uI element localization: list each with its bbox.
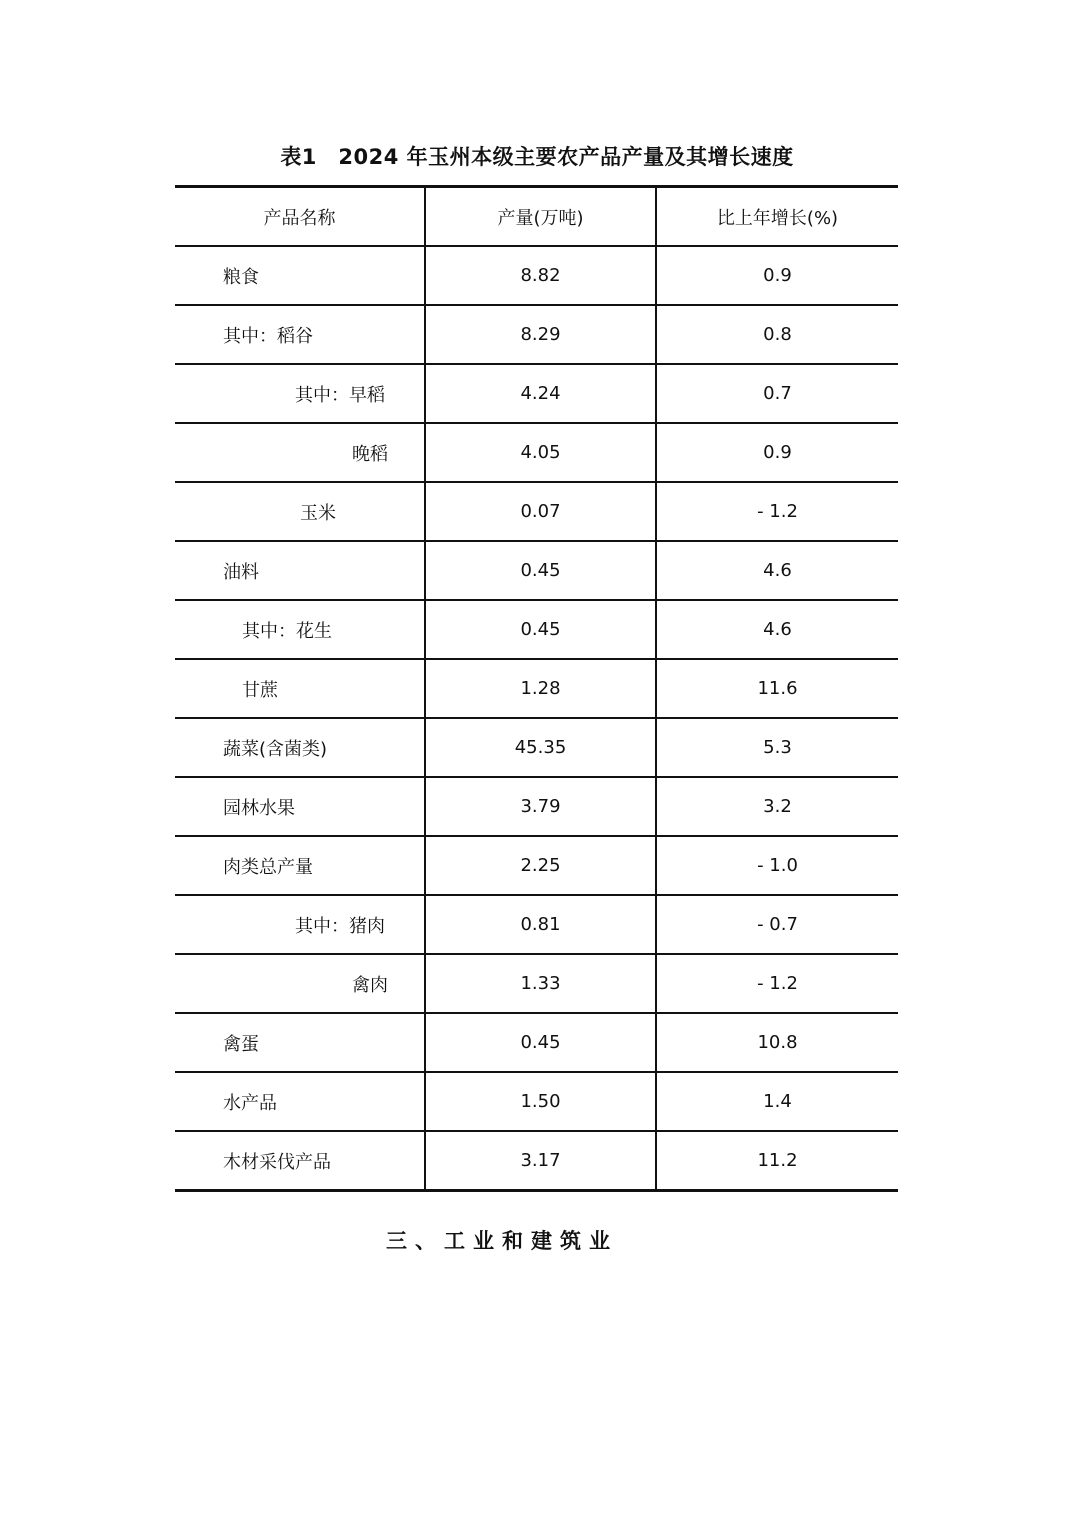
row-product-name: 水产品 — [175, 1072, 425, 1131]
row-output: 0.81 — [425, 895, 656, 954]
row-product-name: 粮食 — [175, 246, 425, 305]
row-product-name: 晚稻 — [175, 423, 425, 482]
row-output: 0.45 — [425, 1013, 656, 1072]
table-title: 表1 2024 年玉州本级主要农产品产量及其增长速度 — [280, 145, 794, 169]
row-growth: - 1.0 — [656, 836, 898, 895]
row-output: 0.45 — [425, 541, 656, 600]
row-product-name: 其中：猪肉 — [175, 895, 425, 954]
row-growth: 0.8 — [656, 305, 898, 364]
row-product-name: 木材采伐产品 — [175, 1131, 425, 1191]
section-heading: 三、工业和建筑业 — [386, 1229, 618, 1253]
row-output: 45.35 — [425, 718, 656, 777]
row-output: 2.25 — [425, 836, 656, 895]
row-growth: 11.2 — [656, 1131, 898, 1191]
row-product-name: 玉米 — [175, 482, 425, 541]
row-product-name: 蔬菜(含菌类) — [175, 718, 425, 777]
table-row — [175, 895, 898, 954]
row-product-name: 其中：早稻 — [175, 364, 425, 423]
table-row — [175, 600, 898, 659]
row-growth: 0.9 — [656, 246, 898, 305]
row-output: 1.33 — [425, 954, 656, 1013]
table-row — [175, 1072, 898, 1131]
row-output: 1.50 — [425, 1072, 656, 1131]
row-growth: - 1.2 — [656, 482, 898, 541]
row-growth: 0.7 — [656, 364, 898, 423]
table-row — [175, 482, 898, 541]
row-growth: 11.6 — [656, 659, 898, 718]
table-row — [175, 659, 898, 718]
row-product-name: 肉类总产量 — [175, 836, 425, 895]
row-output: 3.79 — [425, 777, 656, 836]
row-output: 8.29 — [425, 305, 656, 364]
header-growth: 比上年增长(%) — [656, 187, 898, 247]
row-output: 3.17 — [425, 1131, 656, 1191]
table-row — [175, 364, 898, 423]
row-growth: 3.2 — [656, 777, 898, 836]
row-product-name: 园林水果 — [175, 777, 425, 836]
row-output: 4.24 — [425, 364, 656, 423]
row-product-name: 禽蛋 — [175, 1013, 425, 1072]
header-product-name: 产品名称 — [175, 187, 425, 247]
row-output: 8.82 — [425, 246, 656, 305]
table-row — [175, 836, 898, 895]
row-growth: 0.9 — [656, 423, 898, 482]
table-row — [175, 954, 898, 1013]
row-growth: 1.4 — [656, 1072, 898, 1131]
row-product-name: 其中：稻谷 — [175, 305, 425, 364]
row-growth: 4.6 — [656, 600, 898, 659]
row-product-name: 甘蔗 — [175, 659, 425, 718]
row-growth: - 1.2 — [656, 954, 898, 1013]
row-output: 0.07 — [425, 482, 656, 541]
row-growth: 4.6 — [656, 541, 898, 600]
table-row — [175, 423, 898, 482]
row-product-name: 油料 — [175, 541, 425, 600]
row-product-name: 其中：花生 — [175, 600, 425, 659]
row-output: 0.45 — [425, 600, 656, 659]
row-growth: 10.8 — [656, 1013, 898, 1072]
row-growth: 5.3 — [656, 718, 898, 777]
table-row — [175, 1131, 898, 1191]
table-row — [175, 305, 898, 364]
table-header-row — [175, 187, 898, 247]
table-row — [175, 777, 898, 836]
row-growth: - 0.7 — [656, 895, 898, 954]
table-row — [175, 246, 898, 305]
table-row — [175, 541, 898, 600]
row-output: 4.05 — [425, 423, 656, 482]
row-output: 1.28 — [425, 659, 656, 718]
agricultural-output-table — [175, 185, 898, 1192]
row-product-name: 禽肉 — [175, 954, 425, 1013]
table-row — [175, 718, 898, 777]
header-output: 产量(万吨) — [425, 187, 656, 247]
table-row — [175, 1013, 898, 1072]
